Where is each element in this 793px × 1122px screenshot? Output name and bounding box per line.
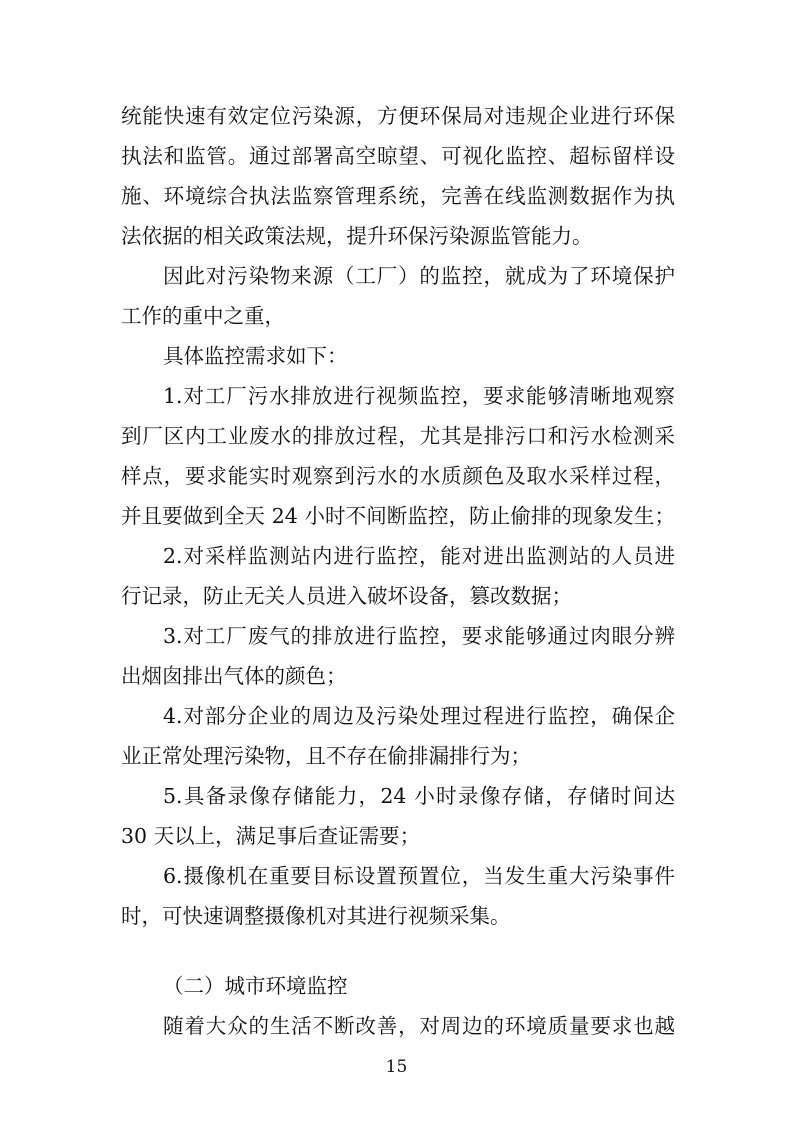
requirement-line: 6.摄像机在重要目标设置预置位，当发生重大污染事件 — [163, 864, 675, 888]
section-title: （二）城市环境监控 — [163, 974, 348, 998]
requirement-line: 2.对采样监测站内进行监控，能对进出监测站的人员进 — [163, 544, 675, 568]
body-line: 执法和监管。通过部署高空晾望、可视化监控、超标留样设 — [121, 144, 675, 168]
requirement-line: 5.具备录像存储能力，24 小时录像存储，存储时间达 — [163, 784, 675, 808]
requirement-line: 行记录，防止无关人员进入破坏设备，篡改数据； — [121, 584, 572, 608]
requirement-line: 业正常处理污染物，且不存在偷排漏排行为； — [121, 744, 531, 768]
body-line: 法依据的相关政策法规，提升环保污染源监管能力。 — [121, 224, 593, 248]
body-line: 工作的重中之重， — [121, 304, 285, 328]
requirement-line: 出烟囱排出气体的颜色； — [121, 664, 347, 688]
requirement-line: 并且要做到全天 24 小时不间断监控，防止偷排的现象发生； — [121, 504, 675, 528]
requirement-line: 4.对部分企业的周边及污染处理过程进行监控，确保企 — [163, 704, 675, 728]
requirement-line: 30 天以上，满足事后查证需要； — [121, 824, 421, 848]
requirement-line: 1.对工厂污水排放进行视频监控，要求能够清晰地观察 — [163, 384, 675, 408]
page-number: 15 — [385, 1057, 408, 1077]
body-line: 施、环境综合执法监察管理系统，完善在线监测数据作为执 — [121, 184, 675, 208]
body-line: 随着大众的生活不断改善，对周边的环境质量要求也越 — [163, 1014, 675, 1038]
requirement-line: 样点，要求能实时观察到污水的水质颜色及取水采样过程， — [121, 464, 675, 488]
body-line: 具体监控需求如下： — [163, 344, 348, 368]
body-line: 因此对污染物来源（工厂）的监控，就成为了环境保护 — [163, 264, 675, 288]
body-line: 统能快速有效定位污染源，方便环保局对违规企业进行环保 — [121, 104, 675, 128]
requirement-line: 到厂区内工业废水的排放过程，尤其是排污口和污水检测采 — [121, 424, 675, 448]
requirement-line: 时，可快速调整摄像机对其进行视频采集。 — [121, 904, 511, 928]
requirement-line: 3.对工厂废气的排放进行监控，要求能够通过肉眼分辨 — [163, 624, 675, 648]
